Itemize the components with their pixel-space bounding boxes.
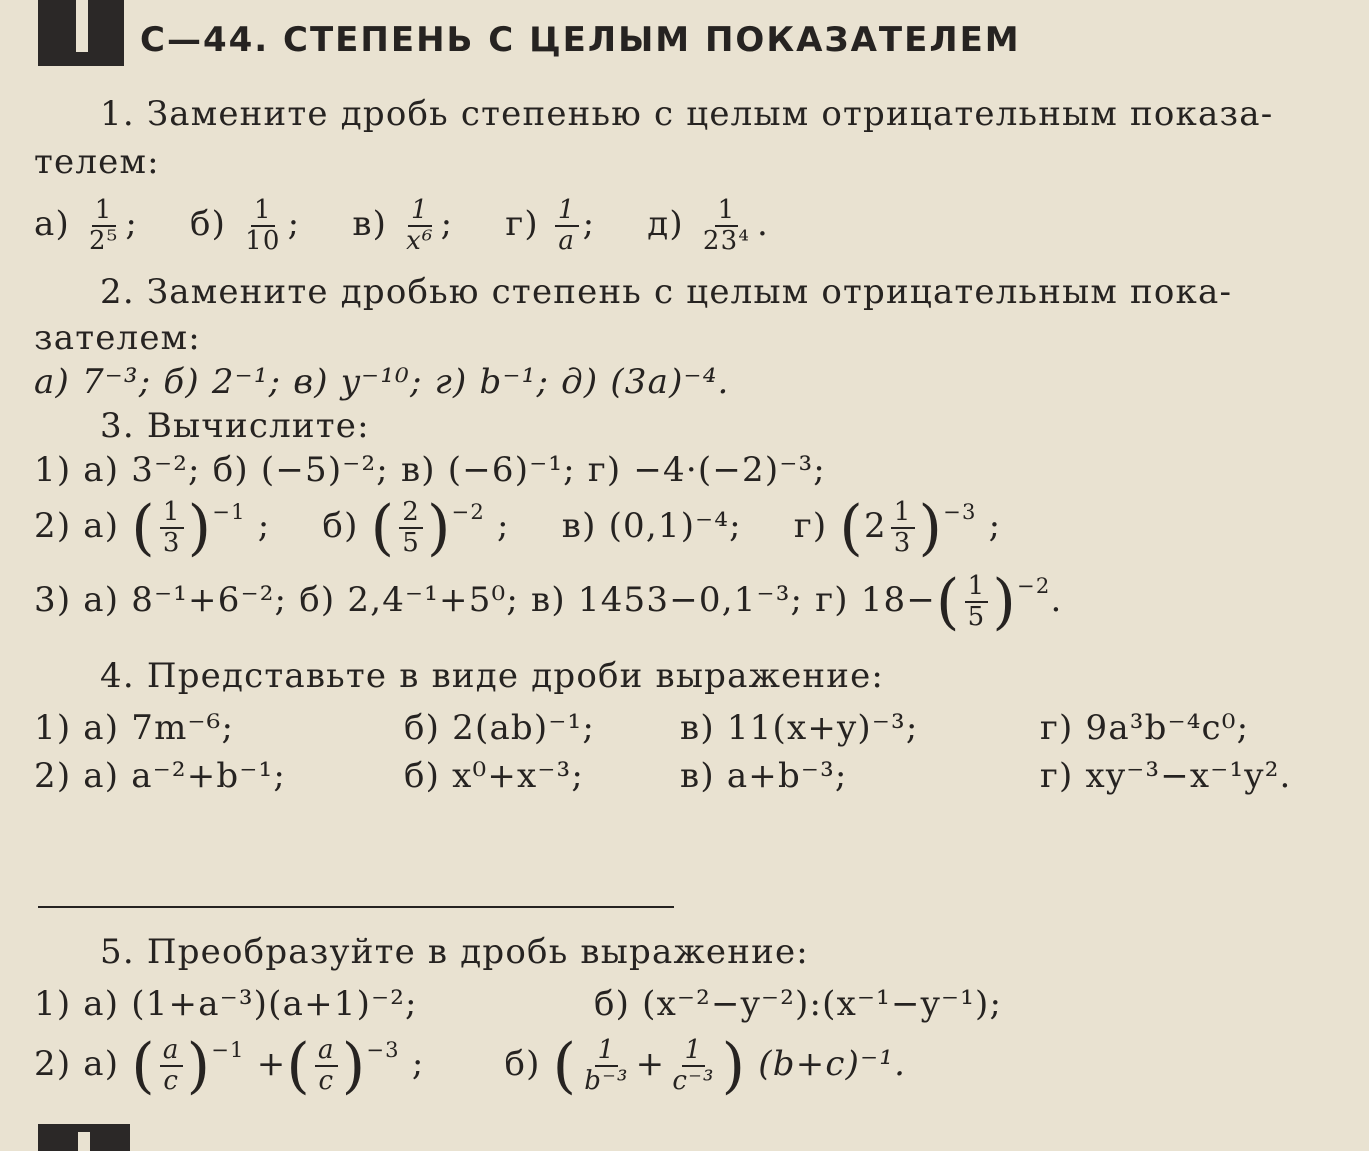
fraction: $\frac{2}{5}$ [399, 498, 423, 558]
task3-row3: 3) а) 8⁻¹+6⁻²; б) 2,4⁻¹+5⁰; в) 1453−0,1⁻³; г) 18−( $\frac{1}{5}$ )$^{-2}$. [34, 567, 1063, 638]
task4-text: 4. Представьте в виде дроби выражение: [100, 656, 885, 696]
task5-text: 5. Преобразуйте в дробь выражение: [100, 932, 809, 972]
task1-fraction: $\frac{1}{10}$ [245, 195, 281, 257]
task1-items: а) $\frac{1}{\text{2⁵}}$ ; б) $\frac{1}{10}$ ; в) $\frac{1}{\text{x⁶}}$ ; г) $\frac{1}{a}$ ; д) $\frac{1}{\text{23⁴}}$ . [34, 195, 770, 257]
task5-row2: 2) а) ( $\frac{a}{c}$ )$^{-1}$ +( $\frac{a}{c}$ )$^{-3}$ ; б) ( $\frac{1}{\text{b⁻³}}$ + $\frac{1}{\text{c⁻³}}$ ) (b+c)⁻¹. [34, 1031, 907, 1102]
fraction: $\frac{a}{c}$ [160, 1036, 183, 1096]
task5-row1: 1) а) (1+a⁻³)(a+1)⁻²; б) (x⁻²−y⁻²):(x⁻¹−y⁻¹); [34, 984, 1003, 1024]
fraction: $\frac{1}{3}$ [160, 498, 184, 558]
fraction: $\frac{1}{\text{c⁻³}}$ [672, 1035, 715, 1097]
task3-text: 3. Вычислите: [100, 406, 370, 446]
fraction: $\frac{1}{3}$ [891, 498, 915, 558]
task1-fraction: $\frac{1}{\text{x⁶}}$ [406, 195, 434, 257]
fraction: $\frac{1}{5}$ [965, 572, 989, 632]
margin-tab-top [38, 0, 124, 66]
margin-tab-bottom [38, 1124, 130, 1151]
task1-text-cont: телем: [34, 142, 160, 182]
task1-text: 1. Замените дробь степенью с целым отрицательным показа- [100, 94, 1274, 134]
task3-row2: 2) а) ( $\frac{1}{3}$ )$^{-1}$ ; б) ( $\frac{2}{5}$ )$^{-2}$ ; в) (0,1)⁻⁴; г) (2 $\frac{1}{3}$ )$^{-3}$ ; [34, 493, 1002, 564]
task1-item-label: а) [34, 204, 70, 245]
task4-row2: 2) а) a⁻²+b⁻¹; б) x⁰+x⁻³; в) a+b⁻³; г) xy⁻³−x⁻¹y². [34, 756, 1292, 796]
task2-text: 2. Замените дробью степень с целым отрицательным пока- [100, 272, 1233, 312]
task2-items: а) 7⁻³; б) 2⁻¹; в) y⁻¹⁰; г) b⁻¹; д) (3a)⁻⁴. [34, 362, 730, 402]
task1-fraction: $\frac{1}{\text{23⁴}}$ [702, 195, 751, 257]
task1-item-label: в) [352, 204, 388, 245]
fraction: $\frac{1}{\text{b⁻³}}$ [584, 1035, 629, 1097]
task4-row1: 1) а) 7m⁻⁶; б) 2(ab)⁻¹; в) 11(x+y)⁻³; г) 9a³b⁻⁴c⁰; [34, 708, 1250, 748]
task2-text-cont: зателем: [34, 318, 201, 358]
fraction: $\frac{a}{c}$ [315, 1036, 338, 1096]
section-divider [38, 906, 674, 908]
task3-row1: 1) а) 3⁻²; б) (−5)⁻²; в) (−6)⁻¹; г) −4·(−2)⁻³; [34, 450, 826, 490]
task1-item-label: б) [190, 204, 227, 245]
task1-fraction: $\frac{1}{a}$ [555, 196, 579, 256]
section-heading: С—44. СТЕПЕНЬ С ЦЕЛЫМ ПОКАЗАТЕЛЕМ [140, 20, 1021, 60]
task1-fraction: $\frac{1}{\text{2⁵}}$ [88, 195, 119, 257]
task1-item-label: д) [647, 204, 684, 245]
task1-item-label: г) [505, 204, 539, 245]
